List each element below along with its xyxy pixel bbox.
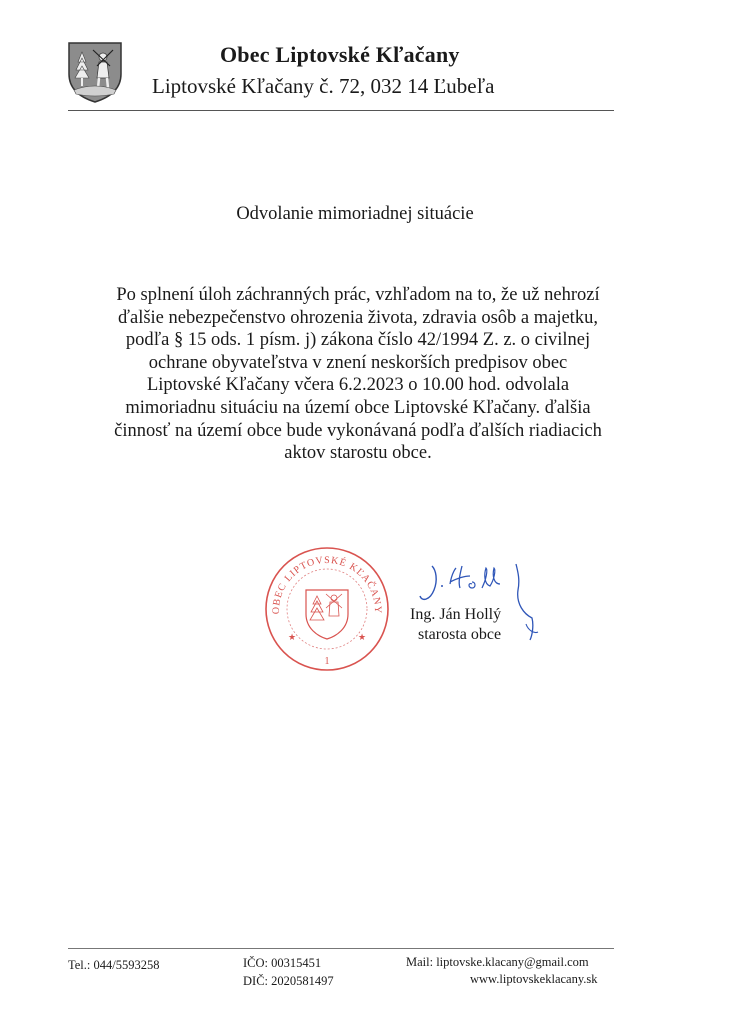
footer-divider xyxy=(68,948,614,949)
document-title: Odvolanie mimoriadnej situácie xyxy=(236,204,474,224)
document-body xyxy=(58,284,658,465)
body-line: činnosť na území obce bude vykonávaná podľa ďalších riadiacich xyxy=(114,420,602,441)
header-divider xyxy=(68,110,614,111)
body-line: podľa § 15 ods. 1 písm. j) zákona číslo 42/1994 Z. z. o civilnej xyxy=(125,330,591,351)
body-line: mimoriadnu situáciu na území obce Liptovské Kľačany. ďalšia xyxy=(125,397,591,418)
footer-dic: DIČ: 2020581497 xyxy=(243,974,334,988)
svg-text:OBEC LIPTOVSKÉ KĽAČANY: OBEC LIPTOVSKÉ KĽAČANY xyxy=(270,554,384,615)
body-line: ochrane obyvateľstva v znení neskorších predpisov obec xyxy=(148,352,568,373)
body-line: ďalšie nebezpečenstvo ohrozenia života, zdravia osôb a majetku, xyxy=(118,307,598,328)
footer-website: www.liptovskeklacany.sk xyxy=(470,972,598,986)
footer-ico: IČO: 00315451 xyxy=(243,956,322,970)
municipality-title: Obec Liptovské Kľačany xyxy=(220,42,460,67)
municipal-crest-icon xyxy=(66,40,124,104)
svg-text:★: ★ xyxy=(288,633,297,643)
signer-role: starosta obce xyxy=(418,626,502,643)
svg-text:1: 1 xyxy=(324,656,330,667)
body-line: Liptovské Kľačany včera 6.2.2023 o 10.00 hod. odvolala xyxy=(146,375,570,396)
municipality-address: Liptovské Kľačany č. 72, 032 14 Ľubeľa xyxy=(152,74,495,98)
official-stamp xyxy=(262,544,392,674)
signer-name: Ing. Ján Hollý xyxy=(410,606,502,623)
body-line: Po splnení úloh záchranných prác, vzhľadom na to, že už nehrozí xyxy=(116,285,600,305)
svg-text:★: ★ xyxy=(358,633,367,643)
footer-phone: Tel.: 044/5593258 xyxy=(68,958,160,972)
body-line: aktov starostu obce. xyxy=(284,443,432,464)
footer-email: Mail: liptovske.klacany@gmail.com xyxy=(406,955,589,969)
